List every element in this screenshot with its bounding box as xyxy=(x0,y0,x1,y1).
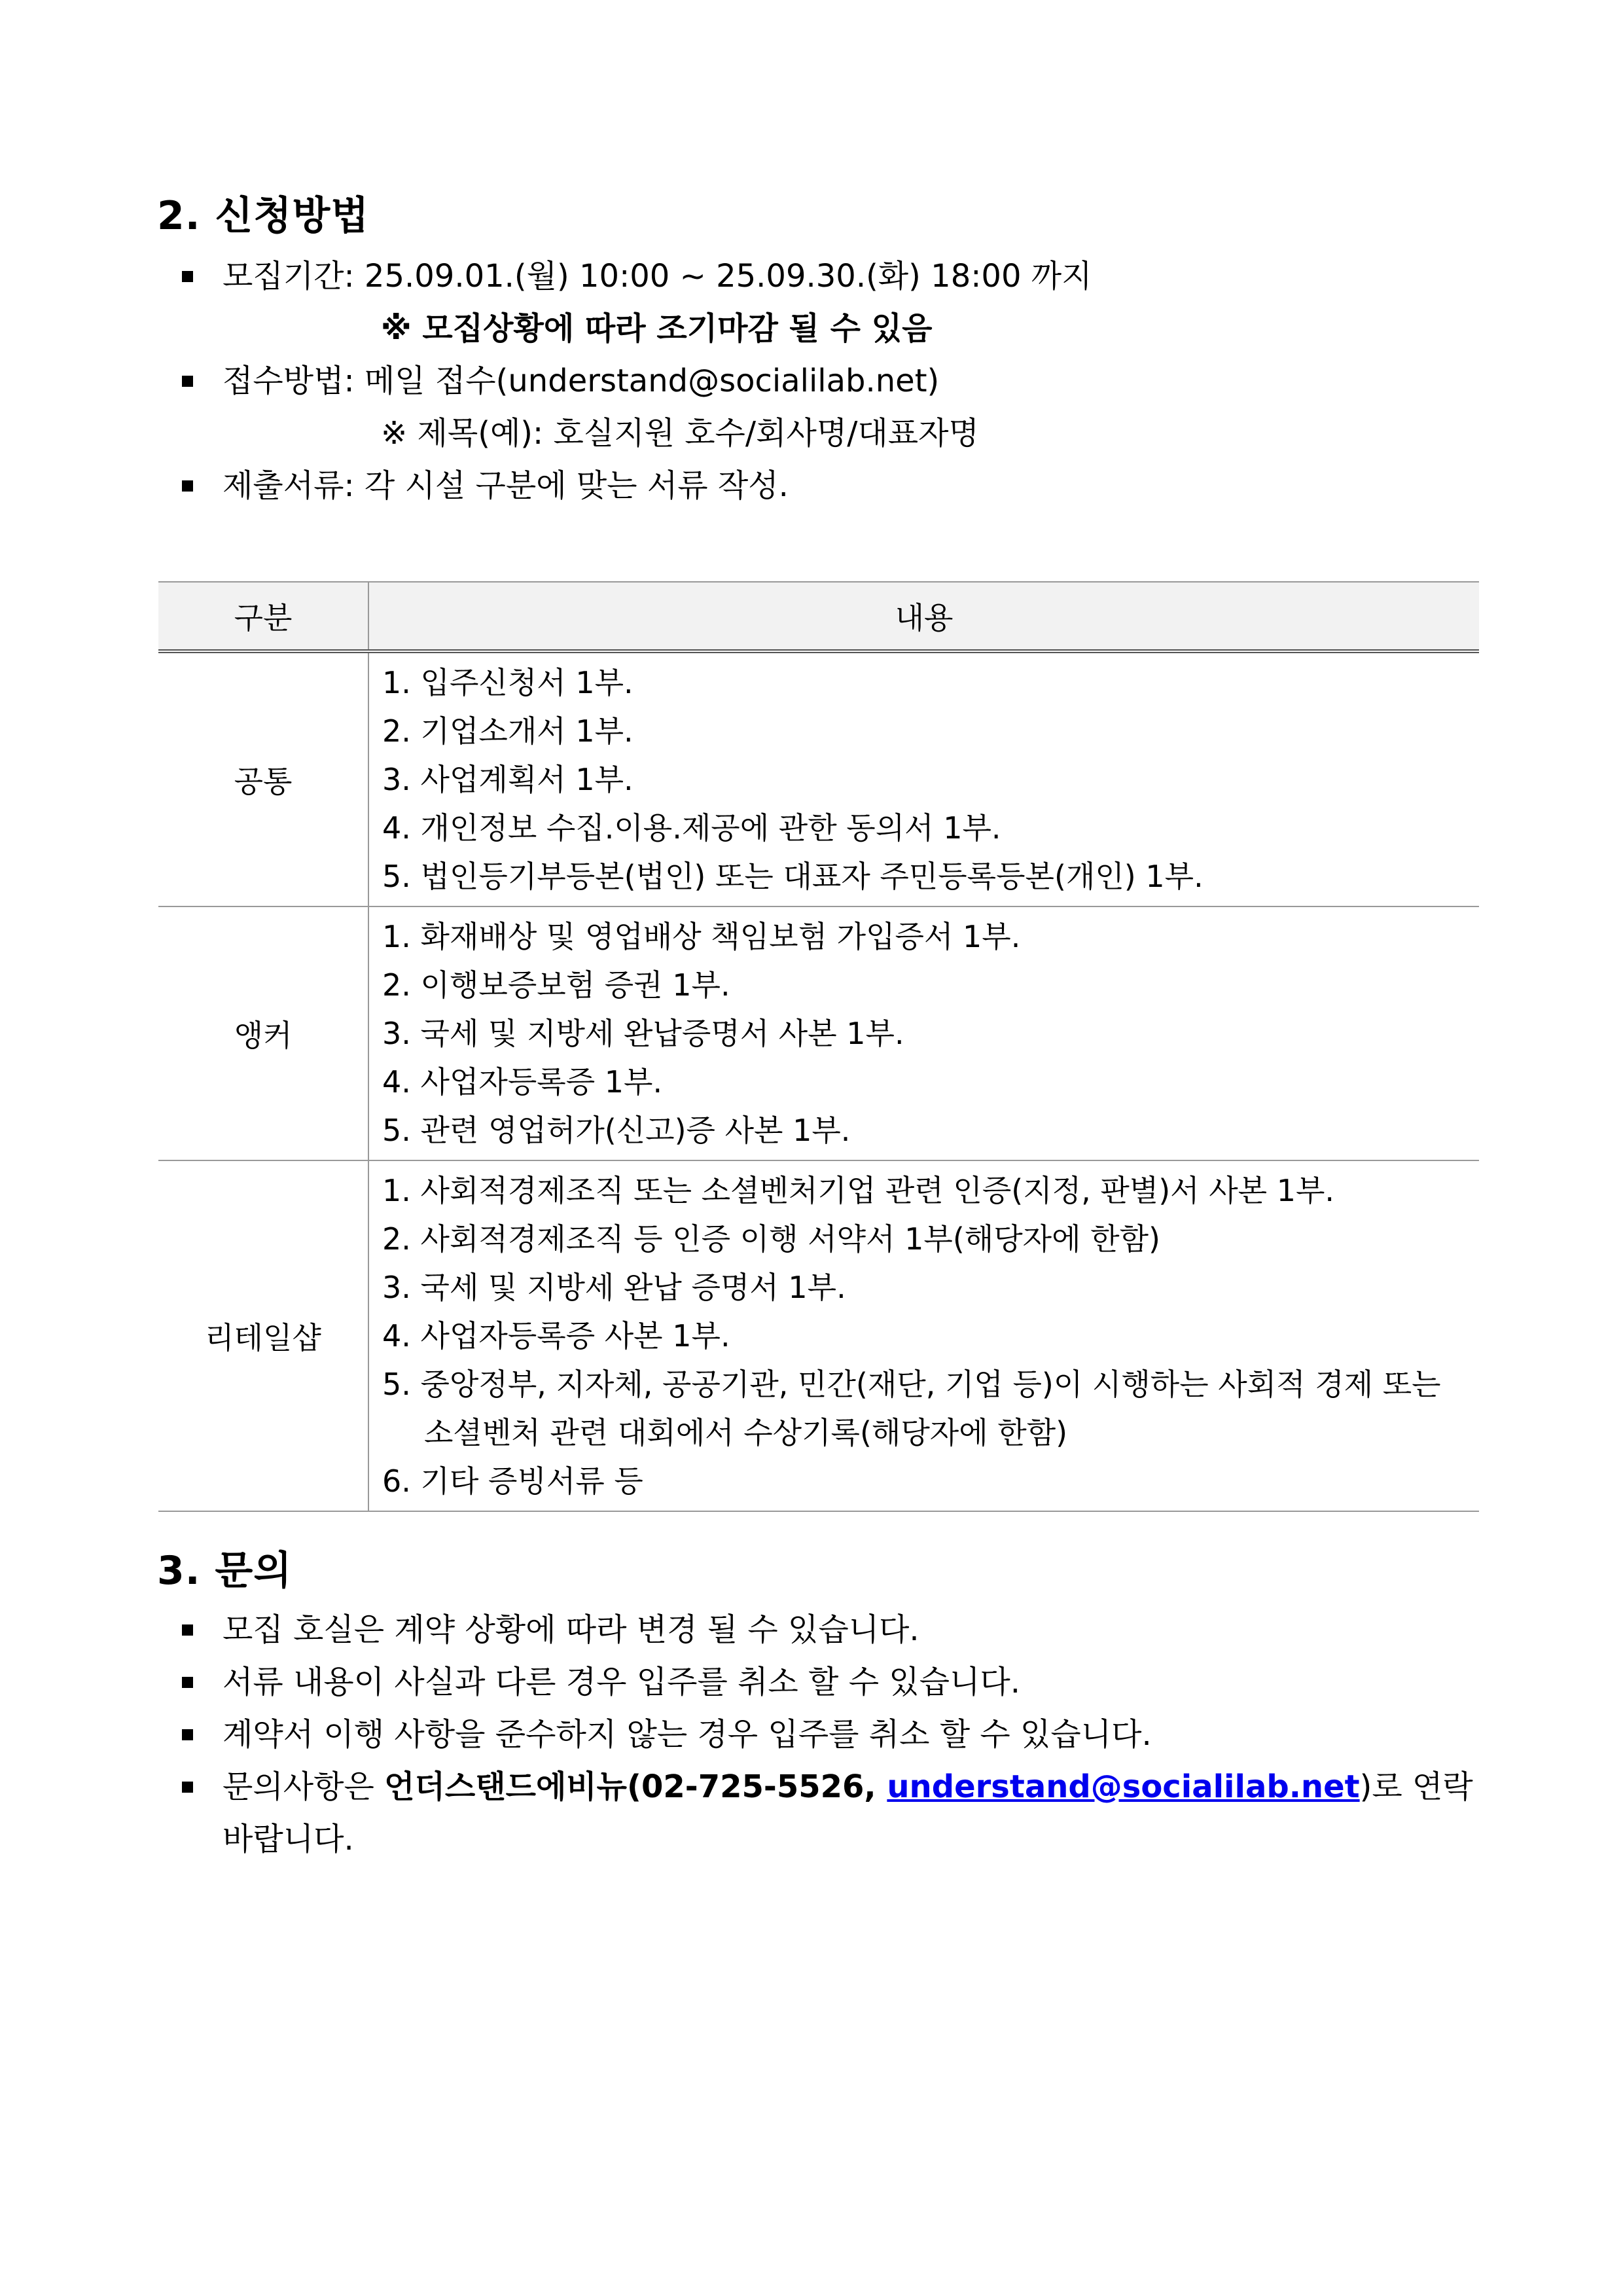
list-item: 4. 사업자등록증 사본 1부. xyxy=(382,1318,730,1354)
early-close-note: ※ 모집상황에 따라 조기마감 될 수 있음 xyxy=(381,310,933,347)
contact-bullet xyxy=(157,1761,1479,1865)
list-item: 3. 국세 및 지방세 완납증명서 사본 1부. xyxy=(382,1016,904,1051)
items-cell xyxy=(368,906,1479,1160)
list-item: 3. 사업계획서 1부. xyxy=(382,762,633,797)
table-row-retail-shop xyxy=(158,1160,1479,1511)
section-title-inquiry: 3. 문의 xyxy=(157,1548,293,1594)
header-content: 내용 xyxy=(368,582,1479,651)
list-item: 5. 중앙정부, 지자체, 공공기관, 민간(재단, 기업 등)이 시행하는 사회적 경제 또는 소셜벤처 관련 대회에서 수상기록(해당자에 한함) xyxy=(382,1367,1441,1450)
bullet-text: 모집 호실은 계약 상황에 따라 변경 될 수 있습니다. xyxy=(223,1611,919,1648)
list-item xyxy=(157,1604,1479,1656)
list-item xyxy=(157,1708,1479,1761)
bullet-submission-method xyxy=(157,355,1479,407)
list-item: 5. 법인등기부등본(법인) 또는 대표자 주민등록등본(개인) 1부. xyxy=(382,859,1204,894)
list-item: 4. 사업자등록증 1부. xyxy=(382,1064,663,1100)
email-subject-note: ※ 제목(예): 호실지원 호수/회사명/대표자명 xyxy=(381,415,979,452)
contact-prefix: 문의사항은 xyxy=(223,1768,385,1805)
section-title-application: 2. 신청방법 xyxy=(157,193,370,239)
list-item: 6. 기타 증빙서류 등 xyxy=(382,1463,643,1499)
contact-email-link[interactable]: understand@socialilab.net xyxy=(887,1768,1360,1805)
list-item xyxy=(157,1656,1479,1708)
square-bullet-icon xyxy=(182,271,193,282)
bullet-text: 각 시설 구분에 맞는 서류 작성. xyxy=(364,467,789,504)
inquiry-bullet-list xyxy=(157,1604,1479,1865)
list-item: 1. 화재배상 및 영업배상 책임보험 가입증서 1부. xyxy=(382,919,1021,954)
list-item: 3. 국세 및 지방세 완납 증명서 1부. xyxy=(382,1270,846,1305)
items-cell xyxy=(368,1160,1479,1511)
category-cell: 리테일샵 xyxy=(158,1160,368,1511)
bullet-text: 계약서 이행 사항을 준수하지 않는 경우 입주를 취소 할 수 있습니다. xyxy=(223,1716,1152,1753)
category-cell: 공통 xyxy=(158,651,368,906)
bullet-label: 모집기간: xyxy=(223,258,355,295)
square-bullet-icon xyxy=(182,1729,193,1740)
contact-suffix: )로 연락바랍니다. xyxy=(223,1768,1473,1857)
square-bullet-icon xyxy=(182,1782,193,1793)
items-cell xyxy=(368,651,1479,906)
bullet-label: 접수방법: xyxy=(223,363,355,399)
bullet-documents xyxy=(157,459,1479,512)
required-documents-table xyxy=(158,581,1479,1512)
table-row-common xyxy=(158,651,1479,906)
bullet-label: 제출서류: xyxy=(223,467,355,504)
list-item: 5. 관련 영업허가(신고)증 사본 1부. xyxy=(382,1113,851,1148)
square-bullet-icon xyxy=(182,1677,193,1688)
table-header-row xyxy=(158,582,1479,651)
list-item: 2. 사회적경제조직 등 인증 이행 서약서 1부(해당자에 한함) xyxy=(382,1221,1160,1257)
table-row-anchor xyxy=(158,906,1479,1160)
square-bullet-icon xyxy=(182,1624,193,1636)
list-item: 2. 기업소개서 1부. xyxy=(382,713,633,749)
application-bullet-list-2 xyxy=(157,355,1479,407)
contact-organization: 언더스탠드에비뉴(02-725-5526, xyxy=(384,1768,887,1805)
application-bullet-list xyxy=(157,250,1479,302)
list-item: 4. 개인정보 수집.이용.제공에 관한 동의서 1부. xyxy=(382,810,1001,846)
list-item: 1. 입주신청서 1부. xyxy=(382,665,633,700)
bullet-text: 25.09.01.(월) 10:00 ~ 25.09.30.(화) 18:00 까지 xyxy=(364,258,1092,295)
category-cell: 앵커 xyxy=(158,906,368,1160)
header-category: 구분 xyxy=(158,582,368,651)
bullet-recruitment-period xyxy=(157,250,1479,302)
bullet-text: 서류 내용이 사실과 다른 경우 입주를 취소 할 수 있습니다. xyxy=(223,1664,1021,1700)
square-bullet-icon xyxy=(182,480,193,492)
application-bullet-list-3 xyxy=(157,459,1479,512)
bullet-text: 메일 접수(understand@socialilab.net) xyxy=(364,363,940,399)
list-item: 1. 사회적경제조직 또는 소셜벤처기업 관련 인증(지정, 판별)서 사본 1부. xyxy=(382,1173,1335,1208)
list-item: 2. 이행보증보험 증권 1부. xyxy=(382,967,730,1003)
square-bullet-icon xyxy=(182,376,193,387)
